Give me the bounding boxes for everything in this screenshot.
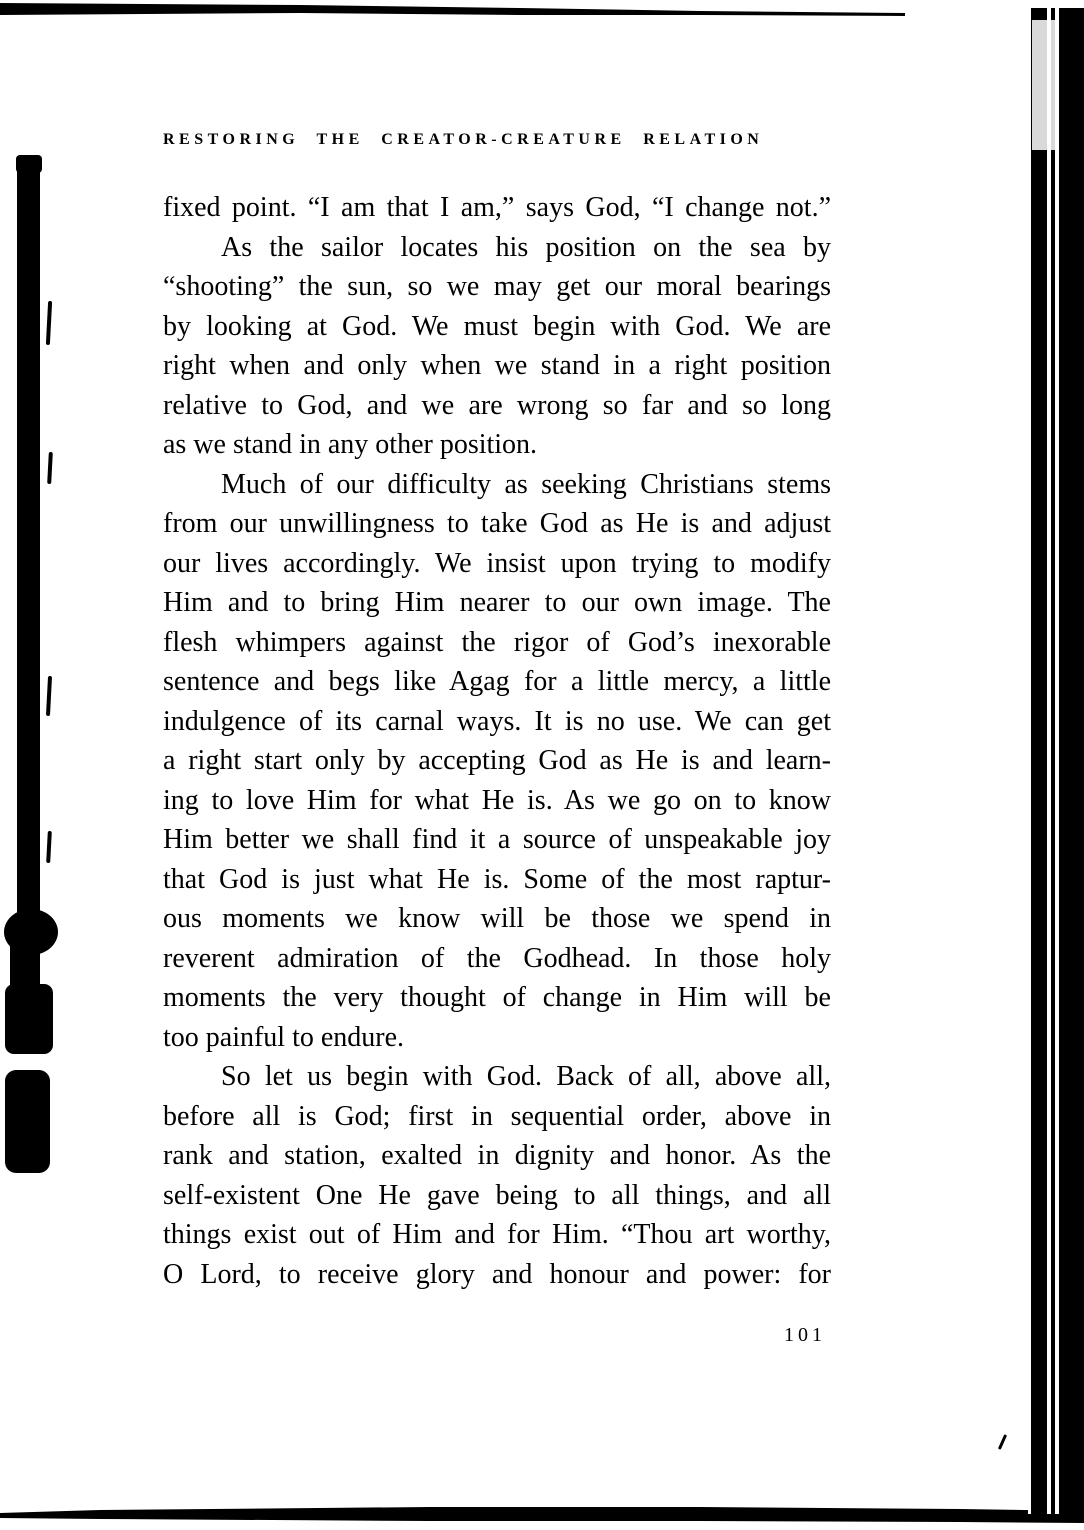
text-line: a right start only by accepting God as He is and learn- <box>163 745 831 776</box>
text-line: So let us begin with God. Back of all, above all, <box>221 1061 831 1092</box>
text-line: that God is just what He is. Some of the most raptur- <box>163 863 831 895</box>
text-line: things exist out of Him and for Him. “Thou art worthy, <box>163 1219 831 1250</box>
text-line: as we stand in any other position. <box>163 429 538 460</box>
text-line: from our unwillingness to take God as He is and adjust <box>163 508 831 539</box>
text-line: “shooting” the sun, so we may get our moral bearings <box>163 271 831 302</box>
text-line: right when and only when we stand in a right position <box>163 350 831 381</box>
running-head: RESTORING THE CREATOR-CREATURE RELATION <box>163 131 764 148</box>
text-line: As the sailor locates his position on the sea by <box>221 231 831 263</box>
text-line: reverent admiration of the Godhead. In those holy <box>163 942 831 974</box>
page-number: 101 <box>784 1324 826 1346</box>
margin-mark <box>46 831 52 863</box>
text-line: indulgence of its carnal ways. It is no use. We can get <box>163 705 831 737</box>
text-line: Much of our difficulty as seeking Christians stems <box>221 468 831 500</box>
text-line: sentence and begs like Agag for a little mercy, a little <box>163 666 831 697</box>
scan-artifact-top-band <box>0 0 1084 30</box>
text-line: Him better we shall find it a source of unspeakable joy <box>163 824 831 855</box>
text-line: by looking at God. We must begin with God. We are <box>163 310 831 342</box>
text-line: ous moments we know will be those we spend in <box>163 903 831 934</box>
margin-mark <box>46 301 52 345</box>
text-line: self-existent One He gave being to all things, and all <box>163 1179 831 1211</box>
paragraph <box>163 228 831 465</box>
paragraph <box>163 1057 831 1294</box>
text-line: flesh whimpers against the rigor of God’s inexorable <box>163 626 831 658</box>
text-line: relative to God, and we are wrong so far and so long <box>163 389 831 421</box>
margin-mark <box>46 676 52 716</box>
text-line: our lives accordingly. We insist upon trying to modify <box>163 547 831 579</box>
margin-mark <box>998 1434 1007 1450</box>
text-line: ing to love Him for what He is. As we go on to know <box>163 784 831 816</box>
scan-artifact-right-band <box>1028 8 1084 1514</box>
text-line: O Lord, to receive glory and honour and power: for <box>163 1258 831 1290</box>
text-line: fixed point. “I am that I am,” says God, “I change not.” <box>163 192 831 223</box>
text-line: Him and to bring Him nearer to our own image. The <box>163 587 831 618</box>
text-line: moments the very thought of change in Him will be <box>163 982 831 1013</box>
scan-artifact-right-notch <box>1032 20 1056 150</box>
paragraph <box>163 465 831 1058</box>
text-line: rank and station, exalted in dignity and honor. As the <box>163 1140 831 1171</box>
scan-artifact-left-band <box>0 0 70 1530</box>
text-line: too painful to endure. <box>163 1021 405 1053</box>
paragraph <box>163 188 831 228</box>
text-block <box>163 188 831 1294</box>
text-line: before all is God; first in sequential order, above in <box>163 1100 831 1132</box>
margin-mark <box>47 452 53 484</box>
